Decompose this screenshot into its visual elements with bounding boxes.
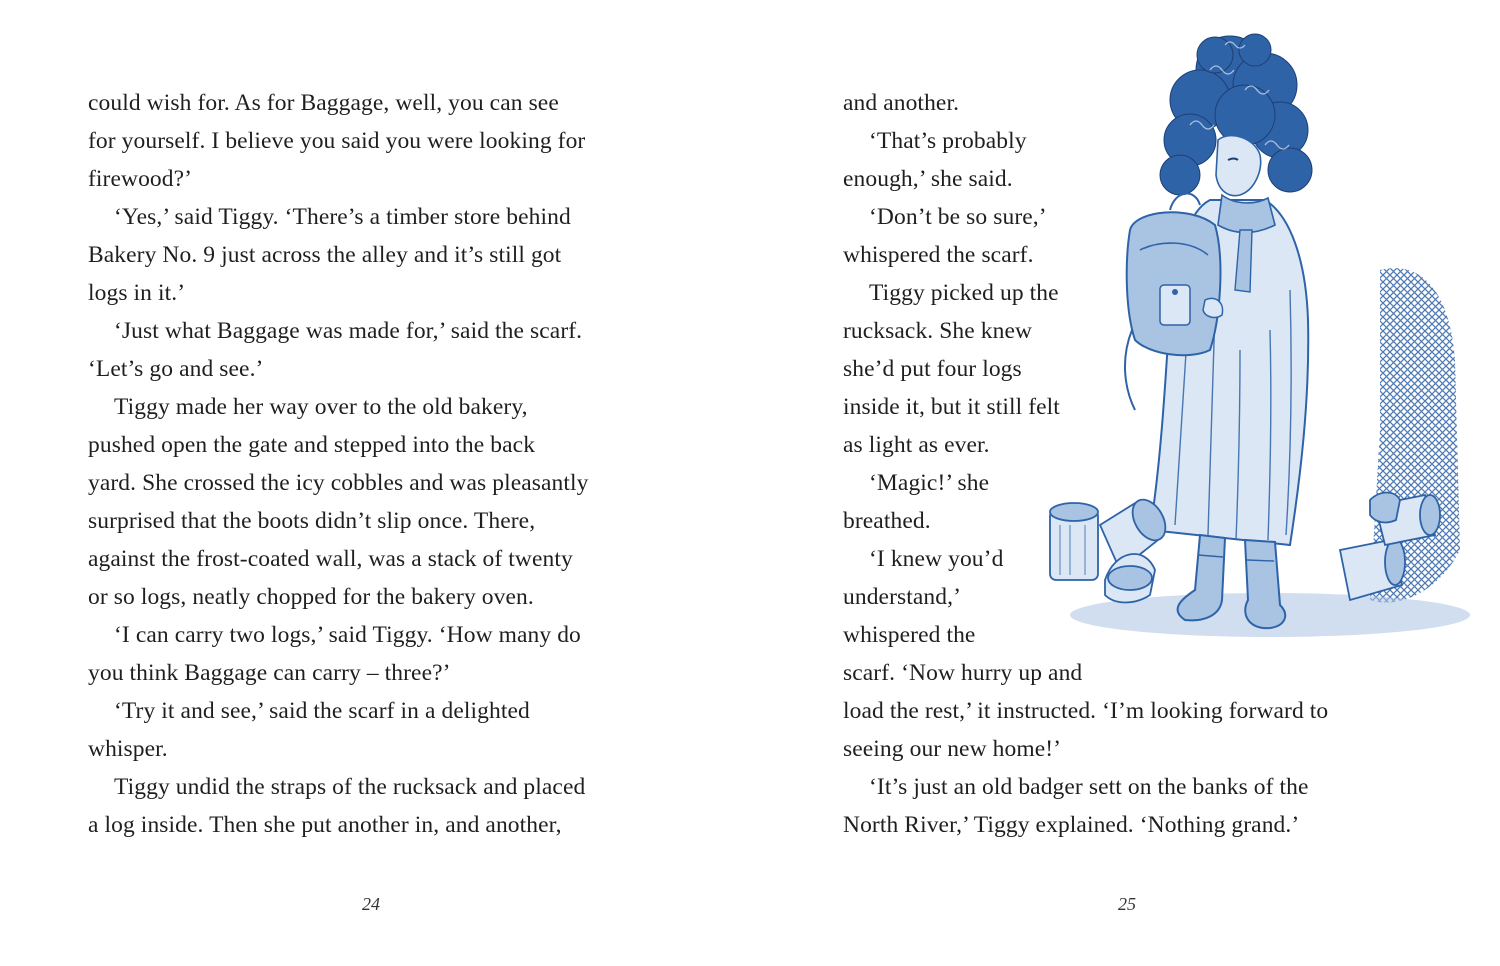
text-line: she’d put four logs xyxy=(843,356,1022,382)
text-line: whispered the xyxy=(843,622,976,648)
text-line: and another. xyxy=(843,90,960,116)
text-line: understand,’ xyxy=(843,584,962,610)
hands xyxy=(1203,298,1223,317)
text-line: whispered the scarf. xyxy=(843,242,1034,268)
text-line: Tiggy picked up the xyxy=(869,280,1059,306)
text-line: Tiggy undid the straps of the rucksack and placed xyxy=(114,774,586,800)
text-line: enough,’ she said. xyxy=(843,166,1013,192)
text-line: ‘I knew you’d xyxy=(869,546,1004,572)
page-number: 25 xyxy=(1118,894,1136,914)
text-line: Tiggy made her way over to the old bakery, xyxy=(114,394,528,420)
text-line: ‘Try it and see,’ said the scarf in a delighted xyxy=(114,698,530,724)
text-line: could wish for. As for Baggage, well, you can see xyxy=(88,90,559,116)
text-line: rucksack. She knew xyxy=(843,318,1033,344)
logs-left xyxy=(1050,494,1172,603)
text-line: ‘It’s just an old badger sett on the banks of the xyxy=(869,774,1309,800)
text-line: ‘Just what Baggage was made for,’ said the scarf. xyxy=(114,318,583,344)
text-line: scarf. ‘Now hurry up and xyxy=(843,660,1083,686)
face xyxy=(1216,136,1261,196)
text-line: as light as ever. xyxy=(843,432,990,458)
text-line: against the frost-coated wall, was a stack of twenty xyxy=(88,546,573,572)
text-line: pushed open the gate and stepped into the back xyxy=(88,432,536,458)
text-line: ‘Magic!’ she xyxy=(869,470,990,496)
text-line: ‘That’s probably xyxy=(869,128,1027,154)
text-line: inside it, but it still felt xyxy=(843,394,1060,420)
text-line: logs in it.’ xyxy=(88,280,186,306)
text-line: whisper. xyxy=(88,736,168,762)
page-number: 24 xyxy=(362,894,380,914)
text-line: firewood?’ xyxy=(88,166,193,192)
text-line: you think Baggage can carry – three?’ xyxy=(88,660,451,686)
text-line: yard. She crossed the icy cobbles and was pleasantly xyxy=(88,470,589,496)
text-line: surprised that the boots didn’t slip once. There, xyxy=(88,508,536,534)
text-line: for yourself. I believe you said you were looking for xyxy=(88,128,586,154)
text-line: North River,’ Tiggy explained. ‘Nothing grand.’ xyxy=(843,812,1300,838)
text-line: or so logs, neatly chopped for the bakery oven. xyxy=(88,584,534,610)
text-line: Bakery No. 9 just across the alley and it’s still got xyxy=(88,242,562,268)
girl-with-rucksack-illustration xyxy=(1040,30,1470,650)
text-line: ‘Don’t be so sure,’ xyxy=(869,204,1047,230)
text-line: ‘I can carry two logs,’ said Tiggy. ‘How many do xyxy=(114,622,581,648)
text-line: breathed. xyxy=(843,508,931,534)
text-line: load the rest,’ it instructed. ‘I’m looking forward to xyxy=(843,698,1329,724)
text-line: ‘Yes,’ said Tiggy. ‘There’s a timber store behind xyxy=(114,204,571,230)
text-line: a log inside. Then she put another in, and another, xyxy=(88,812,562,838)
text-line: seeing our new home!’ xyxy=(843,736,1062,762)
text-line: ‘Let’s go and see.’ xyxy=(88,356,264,382)
